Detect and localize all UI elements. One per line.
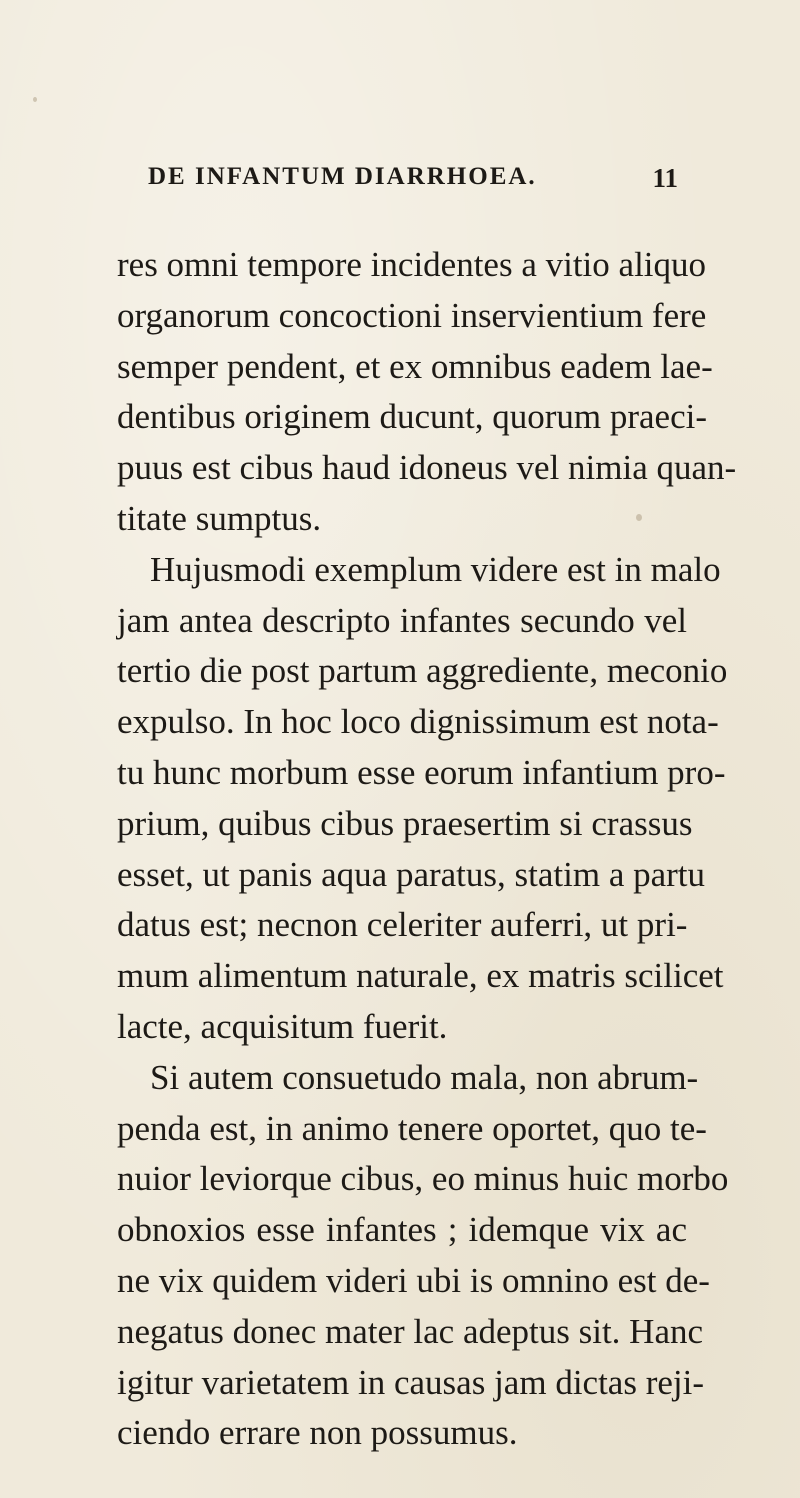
paper-speck <box>33 97 37 102</box>
text-line: Hujusmodi exemplum videre est in malo <box>150 549 721 589</box>
text-line: expulso. In hoc loco dignissimum est nota- <box>117 702 719 742</box>
text-line: tertio die post partum aggrediente, meconio <box>117 651 728 691</box>
text-line: jam antea descripto infantes secundo vel <box>117 600 687 640</box>
text-line: dentibus originem ducunt, quorum praeci- <box>117 397 707 437</box>
text-line: penda est, in animo tenere oportet, quo te- <box>117 1108 707 1148</box>
running-head <box>148 163 678 203</box>
text-line: lacte, acquisitum fuerit. <box>117 1006 448 1046</box>
text-line: ciendo errare non possumus. <box>117 1413 518 1453</box>
text-line: tu hunc morbum esse eorum infantium pro- <box>117 752 726 792</box>
text-line: mum alimentum naturale, ex matris scilicet <box>117 956 724 996</box>
text-line: esset, ut panis aqua paratus, statim a partu <box>117 854 706 894</box>
text-line: Si autem consuetudo mala, non abrum- <box>150 1057 699 1097</box>
text-line: igitur varietatem in causas jam dictas reji- <box>117 1362 705 1402</box>
text-line: ne vix quidem videri ubi is omnino est de- <box>117 1260 710 1300</box>
text-line: puus est cibus haud idoneus vel nimia quan- <box>117 448 737 488</box>
running-title: DE INFANTUM DIARRHOEA. <box>148 163 537 190</box>
body-text <box>117 240 737 1459</box>
text-line: res omni tempore incidentes a vitio aliquo <box>117 245 707 284</box>
text-line: nuior leviorque cibus, eo minus huic morbo <box>117 1159 729 1199</box>
text-line: organorum concoctioni inservientium fere <box>117 295 707 335</box>
text-line: obnoxios esse infantes ; idemque vix ac <box>117 1210 687 1250</box>
text-line: semper pendent, et ex omnibus eadem lae- <box>117 346 713 386</box>
text-line: titate sumptus. <box>117 498 322 538</box>
text-line: negatus donec mater lac adeptus sit. Hanc <box>117 1311 704 1351</box>
page-number: 11 <box>652 163 678 193</box>
text-line: datus est; necnon celeriter auferri, ut pri- <box>117 905 688 945</box>
text-line: prium, quibus cibus praesertim si crassus <box>117 803 693 843</box>
